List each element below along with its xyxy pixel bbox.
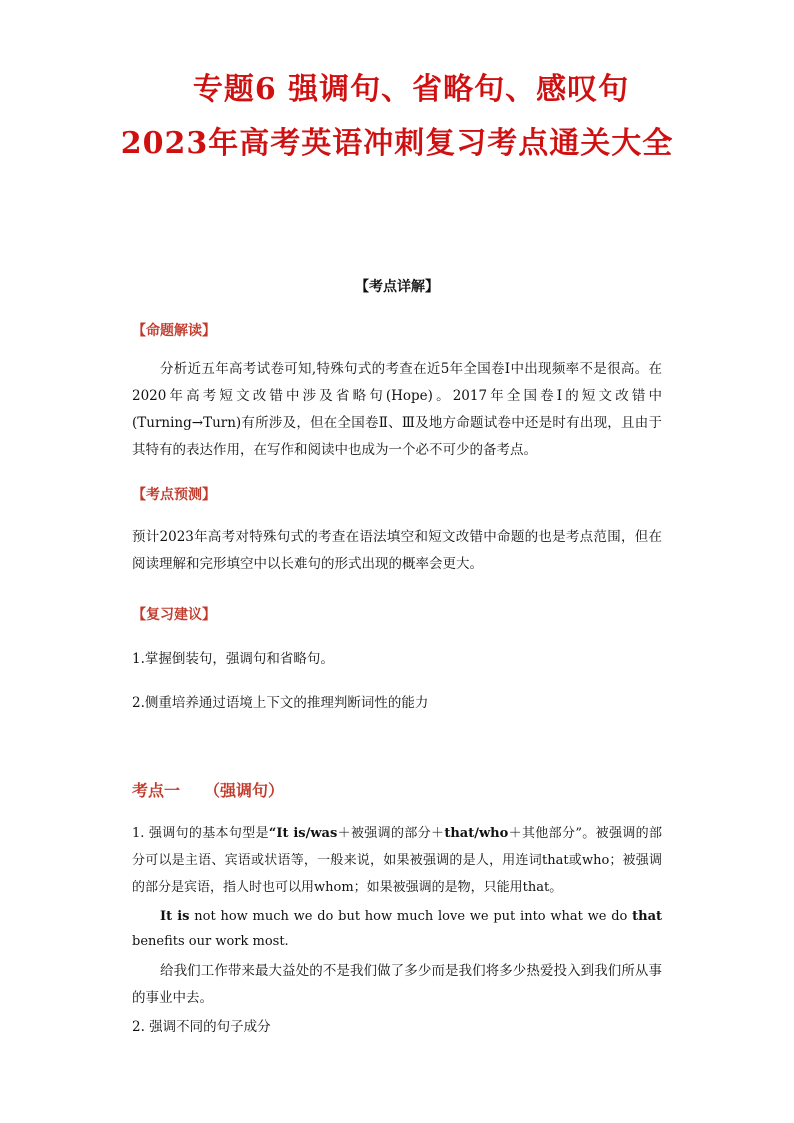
example-end: benefits our work most. xyxy=(132,934,289,949)
example-translation: 给我们工作带来最大益处的不是我们做了多少而是我们将多少热爱投入到我们所从事的事业中去。 xyxy=(132,963,662,1006)
jianyi-heading: 【复习建议】 xyxy=(132,607,216,623)
document-title-line1: 专题6 强调句、省略句、感叹句 xyxy=(192,72,630,107)
document-title-line2: 2023年高考英语冲刺复习考点通关大全 xyxy=(120,126,674,161)
example-sentence xyxy=(132,904,662,954)
kaodian-label: 考点一 xyxy=(132,781,181,800)
kaodian-item-2: 2. 强调不同的句子成分 xyxy=(132,1019,271,1035)
jianyi-item-2: 2.侧重培养通过语境上下文的推理判断词性的能力 xyxy=(132,695,429,711)
rule-formula-a: “It is/was xyxy=(268,826,338,841)
minti-paragraph: 分析近五年高考试卷可知,特殊句式的考查在近5年全国卷Ⅰ中出现频率不是很高。在 2020年高考短文改错中涉及省略句(Hope)。2017年全国卷Ⅰ的短文改错中(Turning→Turn)有所涉及，但在全国卷Ⅱ、Ⅲ及地方命题试卷中还是时有出现，且由于其特有的表达作用，在写作和阅读中也成为一个必不可少的备考点。 xyxy=(132,361,662,458)
kaodian-heading xyxy=(132,778,284,801)
yuce-heading: 【考点预测】 xyxy=(132,487,216,503)
jianyi-item-1: 1.掌握倒装句，强调句和省略句。 xyxy=(132,651,334,667)
rule-formula-b: that/who xyxy=(444,826,509,841)
kaodian-rule-paragraph xyxy=(132,820,662,901)
kaodian-topic: （强调句） xyxy=(204,781,285,800)
minti-heading: 【命题解读】 xyxy=(132,323,216,339)
example-middle: not how much we do but how much love we put into what we do xyxy=(189,909,633,924)
rule-plus: ＋被强调的部分＋ xyxy=(337,826,445,841)
example-bold-2: that xyxy=(632,909,662,924)
rule-prefix: 1. 强调句的基本句型是 xyxy=(132,826,269,841)
rule-rest: ＋其他部分”。被强调的部分可以是主语、宾语或状语等，一般来说，如果被强调的是人，用连词that或who；被强调的部分是宾语，指人时也可以用whom；如果被强调的是物，只能用that。 xyxy=(132,826,662,895)
example-bold-1: It is xyxy=(160,909,190,924)
yuce-paragraph: 预计2023年高考对特殊句式的考查在语法填空和短文改错中命题的也是考点范围，但在阅读理解和完形填空中以长难句的形式出现的概率会更大。 xyxy=(132,529,662,572)
section-header: 【考点详解】 xyxy=(355,279,439,295)
